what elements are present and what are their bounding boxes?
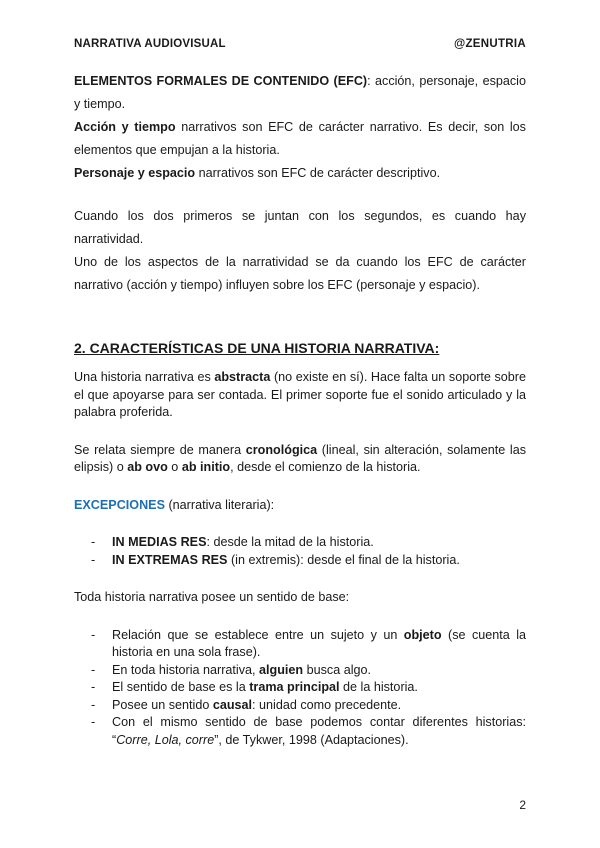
paragraph-abstracta: Una historia narrativa es abstracta (no existe en sí). Hace falta un soporte sobre el que apoyarse para ser contada. El primer soporte fue el sonido articulado y la palabra proferida. [74, 370, 526, 419]
excepciones-label: EXCEPCIONES [74, 497, 165, 512]
term-ab-initio: ab initio [181, 460, 231, 474]
list-item: - En toda historia narrativa, alguien busca algo. [74, 662, 526, 680]
paragraph-excepciones: EXCEPCIONES (narrativa literaria): [74, 497, 275, 512]
paragraph-narratividad: Cuando los dos primeros se juntan con los segundos, es cuando hay narratividad. [74, 209, 526, 246]
term-abstracta: abstracta [214, 370, 271, 384]
list-item: - Posee un sentido causal: unidad como precedente. [74, 697, 526, 715]
list-item: - IN MEDIAS RES: desde la mitad de la historia. [74, 534, 526, 552]
paragraph-aspectos-narratividad: Uno de los aspectos de la narratividad se da cuando los EFC de carácter narrativo (acción y tiempo) influyen sobre los EFC (personaje y espacio). [74, 255, 526, 292]
sentido-base-list [74, 627, 526, 750]
section-heading: 2. CARACTERÍSTICAS DE UNA HISTORIA NARRATIVA: [74, 340, 440, 356]
list-item: - IN EXTREMAS RES (in extremis): desde el final de la historia. [74, 552, 526, 570]
paragraph-cronologica: Se relata siempre de manera cronológica (lineal, sin alteración, solamente las elipsis) o ab ovo o ab initio, desde el comienzo de la historia. [74, 442, 526, 474]
page-number: 2 [519, 798, 526, 812]
header-title: NARRATIVA AUDIOVISUAL [74, 38, 226, 50]
paragraph-sentido-base: Toda historia narrativa posee un sentido de base: [74, 590, 350, 604]
page-content [74, 70, 526, 749]
list-item: - Con el mismo sentido de base podemos contar diferentes historias: “Corre, Lola, corre”, de Tykwer, 1998 (Adaptaciones). [74, 714, 526, 749]
term-cronologica: cronológica [245, 442, 318, 457]
paragraph-accion-tiempo: Acción y tiempo narrativos son EFC de carácter narrativo. Es decir, son los elementos que empujan a la historia. [74, 120, 526, 157]
exceptions-list [74, 534, 526, 569]
list-item: - El sentido de base es la trama principal de la historia. [74, 679, 526, 697]
paragraph-personaje-espacio: Personaje y espacio narrativos son EFC de carácter descriptivo. [74, 166, 441, 180]
term-ab-ovo: ab ovo [127, 460, 168, 474]
term-efc: ELEMENTOS FORMALES DE CONTENIDO (EFC) [74, 74, 368, 88]
term-personaje-espacio: Personaje y espacio [74, 166, 196, 180]
list-item: - Relación que se establece entre un sujeto y un objeto (se cuenta la historia en una sola frase). [74, 627, 526, 662]
term-accion-tiempo: Acción y tiempo [74, 120, 176, 134]
header-handle: @ZENUTRIA [453, 38, 526, 50]
paragraph-efc-definition: ELEMENTOS FORMALES DE CONTENIDO (EFC): acción, personaje, espacio y tiempo. [74, 74, 526, 111]
